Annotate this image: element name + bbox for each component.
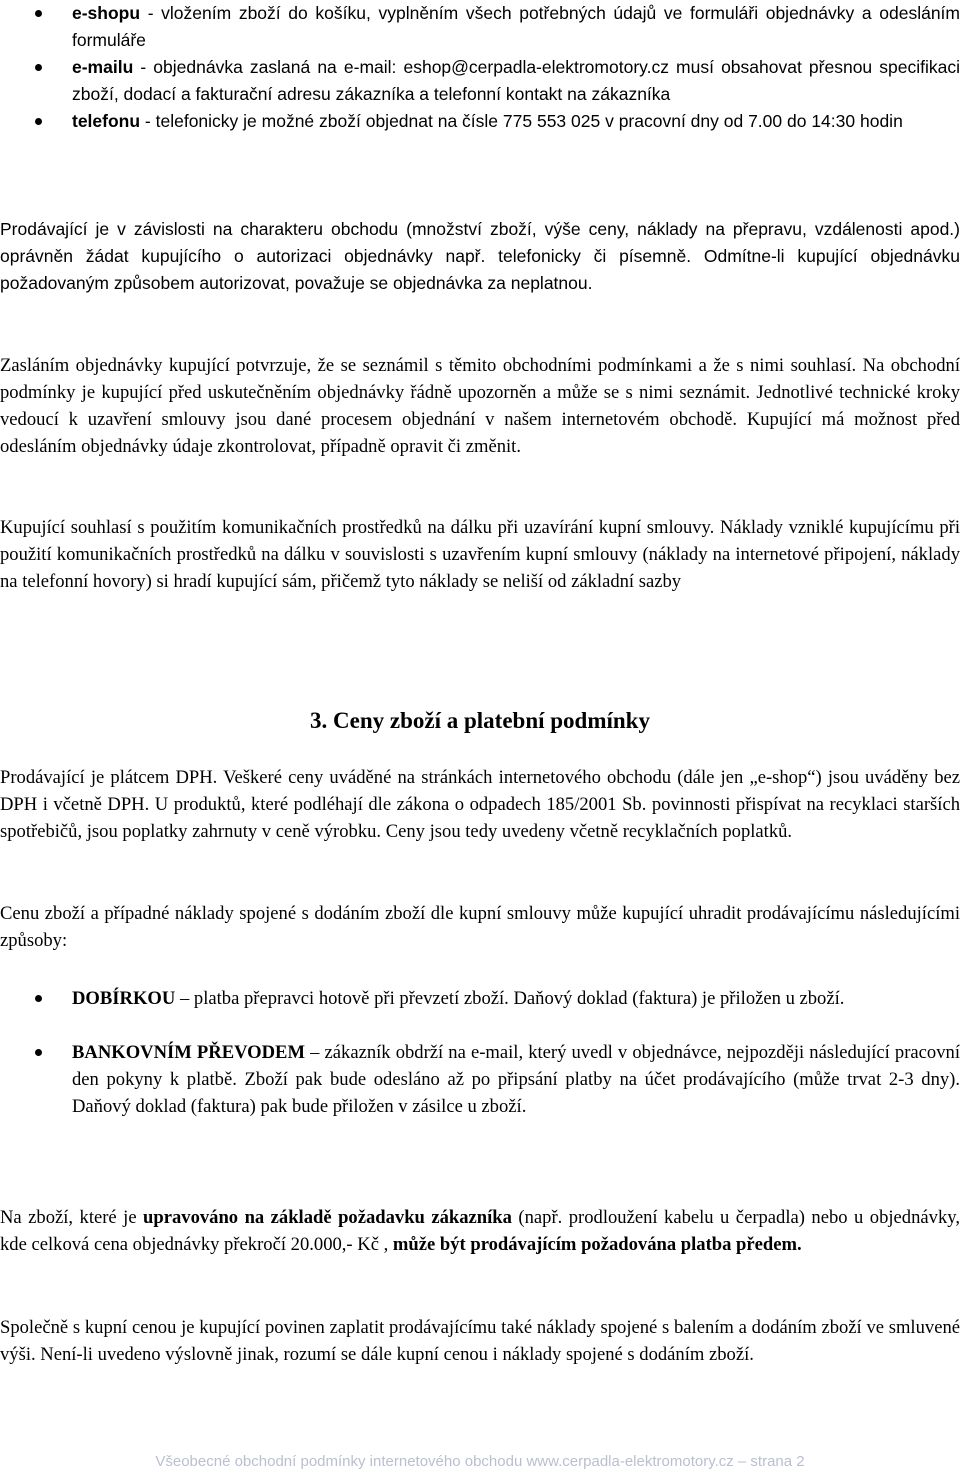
list-item — [0, 0, 960, 54]
list-item — [0, 54, 960, 108]
list-item-bold: telefonu — [72, 111, 141, 131]
bullet-icon — [35, 10, 42, 17]
bullet-icon — [35, 118, 42, 125]
section-title: 3. Ceny zboží a platební podmínky — [310, 708, 650, 733]
list-item-text: - objednávka zaslaná na e-mail: eshop@cerpadla-elektromotory.cz musí obsahovat přesnou specifikaci zboží, dodací a fakturační adresu zákazníka a telefonní kontakt na zákazníka — [72, 57, 960, 104]
list-item-text: - telefonicky je možné zboží objednat na čísle 775 553 025 v pracovní dny od 7.00 do 14:30 hodin — [140, 111, 903, 131]
list-item-bold: BANKOVNÍM PŘEVODEM — [72, 1042, 306, 1063]
prepayment-bold-2: může být prodávajícím požadována platba předem. — [392, 1234, 802, 1255]
communication-paragraph: Kupující souhlasí s použitím komunikačních prostředků na dálku při uzavírání kupní smlouvy. Náklady vzniklé kupujícímu při použití komunikačních prostředků na dálku v souvislosti s uzavřením kupní smlouvy (náklady na internetové připojení, náklady na telefonní hovory) si hradí kupující sám, přičemž tyto náklady se neliší od základní sazby — [0, 517, 960, 592]
list-item-bold: e-shopu — [72, 3, 141, 23]
list-item-text: – platba přepravci hotově při převzetí zboží. Daňový doklad (faktura) je přiložen u zboží. — [175, 988, 845, 1009]
list-item — [0, 985, 960, 1012]
prepayment-paragraph — [0, 1204, 960, 1258]
authorization-paragraph: Prodávající je v závislosti na charakteru obchodu (množství zboží, výše ceny, náklady na přepravu, vzdálenosti apod.) oprávněn žádat kupujícího o autorizaci objednávky např. telefonicky či písemně. Odmítne-li kupující objednávku požadovaným způsobem autorizovat, považuje se objednávka za neplatnou. — [0, 219, 960, 293]
prepayment-text-1: Na zboží, které je — [0, 1207, 144, 1228]
payment-methods-list — [0, 985, 960, 1120]
list-item — [0, 108, 960, 135]
list-item-text: - vložením zboží do košíku, vyplněním všech potřebných údajů ve formuláři objednávky a odesláním formuláře — [72, 3, 960, 50]
bullet-icon — [35, 64, 42, 71]
payment-intro-paragraph: Cenu zboží a případné náklady spojené s dodáním zboží dle kupní smlouvy může kupující uhradit prodávajícímu následujícími způsoby: — [0, 903, 960, 951]
packaging-paragraph: Společně s kupní cenou je kupující povinen zaplatit prodávajícímu také náklady spojené s balením a dodáním zboží ve smluvené výši. Není-li uvedeno výslovně jinak, rozumí se dále kupní cenou i náklady spojené s dodáním zboží. — [0, 1317, 960, 1365]
page-footer: Všeobecné obchodní podmínky internetového obchodu www.cerpadla-elektromotory.cz – strana 2 — [155, 1453, 805, 1470]
prepayment-bold-1: upravováno na základě požadavku zákazníka — [143, 1207, 512, 1228]
consent-paragraph: Zasláním objednávky kupující potvrzuje, že se seznámil s těmito obchodními podmínkami a že s nimi souhlasí. Na obchodní podmínky je kupující před uskutečněním objednávky řádně upozorněn a může se s nimi seznámit. Jednotlivé technické kroky vedoucí k uzavření smlouvy jsou dané procesem objednání v našem internetovém obchodě. Kupující má možnost před odesláním objednávky údaje zkontrolovat, případně opravit či změnit. — [0, 355, 960, 457]
list-item — [0, 1039, 960, 1120]
list-item-bold: e-mailu — [72, 57, 134, 77]
vat-paragraph: Prodávající je plátcem DPH. Veškeré ceny uváděné na stránkách internetového obchodu (dále jen „e-shop“) jsou uváděny bez DPH i včetně DPH. U produktů, které podléhají dle zákona o odpadech 185/2001 Sb. povinnosti přispívat na recyklaci starších spotřebičů, jsou poplatky zahrnuty v ceně výrobku. Ceny jsou tedy uvedeny včetně recyklačních poplatků. — [0, 767, 960, 842]
bullet-icon — [35, 995, 42, 1002]
list-item-bold: DOBÍRKOU — [72, 988, 176, 1009]
prepayment-text-2: (např. prodloužení kabelu u čerpadla) nebo u objednávky, kde celková cena objednávky překročí 20.000,- Kč , — [0, 1207, 960, 1255]
order-methods-list — [0, 0, 960, 135]
bullet-icon — [35, 1049, 42, 1056]
list-item-text: – zákazník obdrží na e-mail, který uvedl v objednávce, nejpozději následující pracovní den pokyny k platbě. Zboží pak bude odesláno až po připsání platby na účet prodávajícího (může trvat 2-3 dny). Daňový doklad (faktura) pak bude přiložen v zásilce u zboží. — [72, 1042, 960, 1117]
